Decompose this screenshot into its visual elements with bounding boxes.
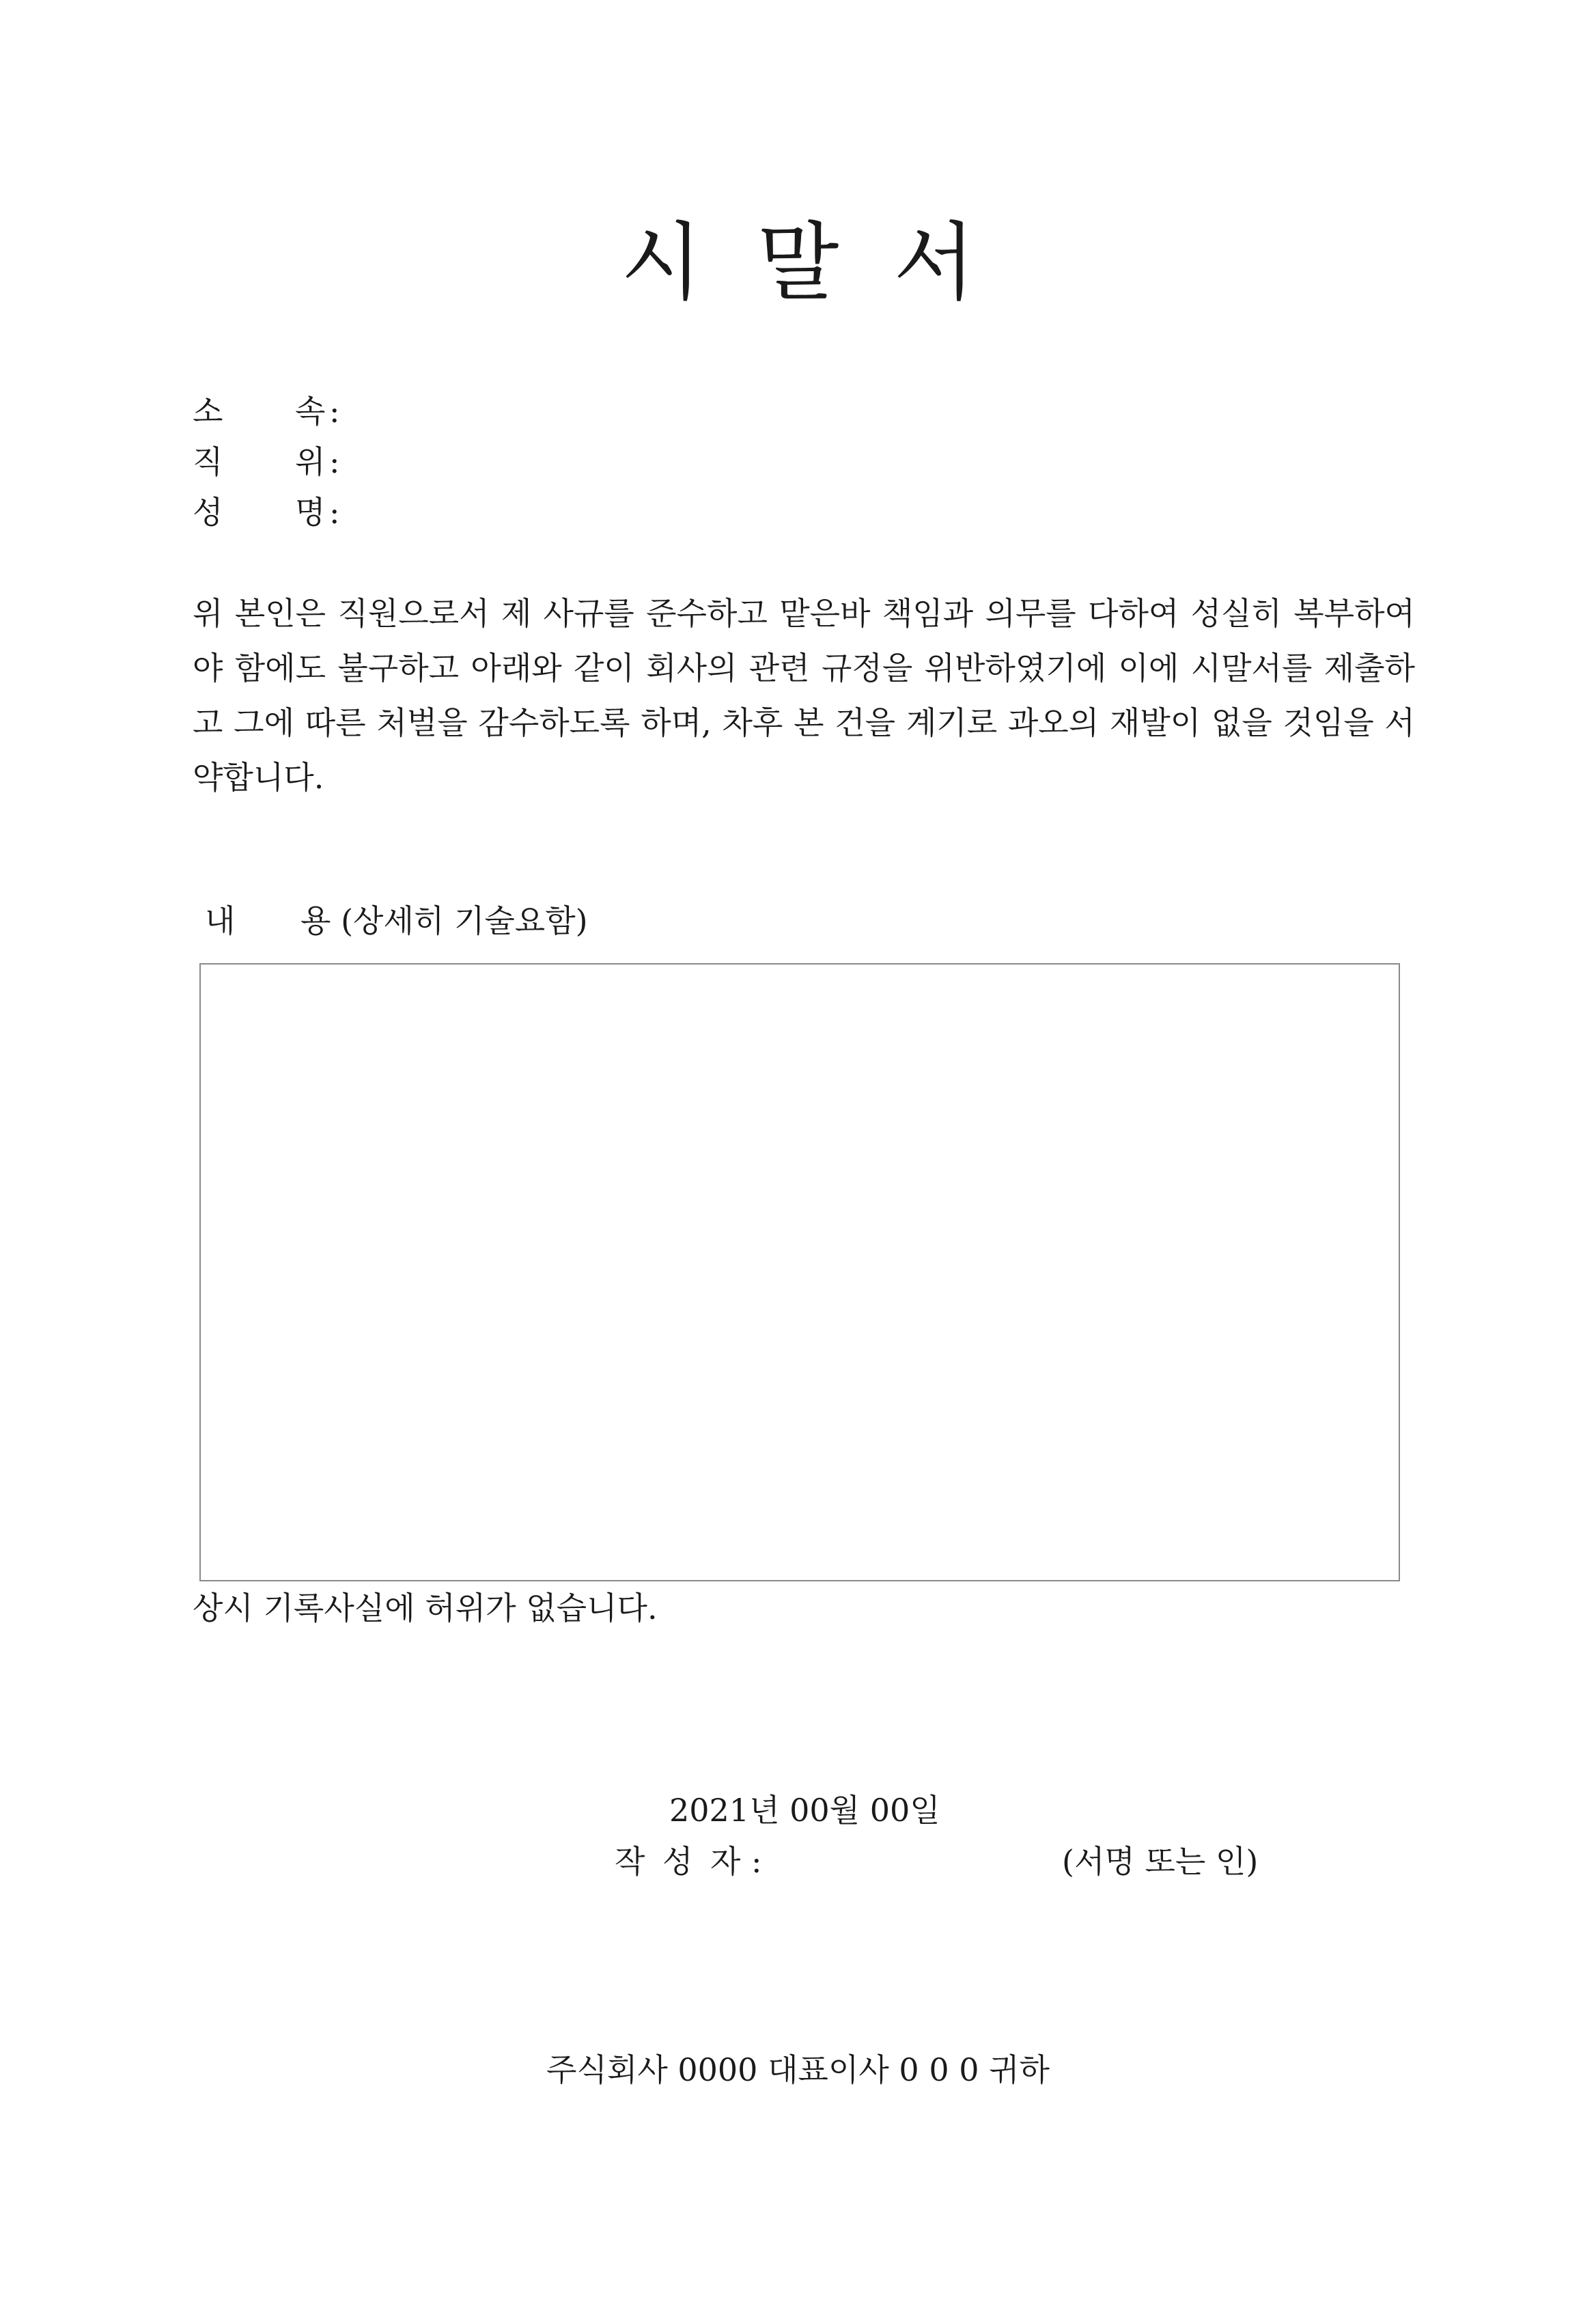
title-char: 서 xyxy=(893,214,976,312)
field-separator: : xyxy=(329,494,340,531)
writer-label-char: 성 xyxy=(662,1843,693,1880)
field-label-char: 속 xyxy=(295,393,326,430)
content-label-note: (상세히 기술요함) xyxy=(341,902,588,939)
field-position xyxy=(193,441,340,482)
field-department xyxy=(193,391,340,432)
field-label-char: 명 xyxy=(295,494,326,531)
writer-label-char: 자 xyxy=(710,1843,741,1880)
field-label-char: 직 xyxy=(193,443,223,480)
field-separator: : xyxy=(329,393,340,430)
field-label-char: 성 xyxy=(193,494,223,531)
content-label-char: 용 xyxy=(300,902,331,939)
writer-separator: : xyxy=(751,1843,762,1880)
declaration-text: 상시 기록사실에 허위가 없습니다. xyxy=(193,1590,658,1626)
addressee-line: 주식회사 0000 대표이사 0 0 0 귀하 xyxy=(546,2051,1050,2088)
title-char: 말 xyxy=(757,214,839,312)
content-label xyxy=(205,900,588,941)
content-box[interactable] xyxy=(199,963,1400,1581)
signature-note: (서명 또는 인) xyxy=(1062,1843,1259,1880)
writer-label-char: 작 xyxy=(615,1843,645,1880)
document-title xyxy=(0,205,1596,321)
body-paragraph: 위 본인은 직원으로서 제 사규를 준수하고 맡은바 책임과 의무를 다하여 성실히 복부하여야 함에도 불구하고 아래와 같이 회사의 관련 규정을 위반하였기에 이에 시말서를 제출하고 그에 따른 처벌을 감수하도록 하며, 차후 본 건을 계기로 과오의 재발이 없을 것임을 서약합니다. xyxy=(193,595,1415,796)
date-line: 2021년 00월 00일 xyxy=(669,1792,940,1829)
writer-line xyxy=(615,1841,762,1882)
field-label-char: 위 xyxy=(295,443,326,480)
title-char: 시 xyxy=(620,214,703,312)
field-separator: : xyxy=(329,443,340,480)
field-name xyxy=(193,492,340,533)
content-label-char: 내 xyxy=(205,902,236,939)
field-label-char: 소 xyxy=(193,393,223,430)
